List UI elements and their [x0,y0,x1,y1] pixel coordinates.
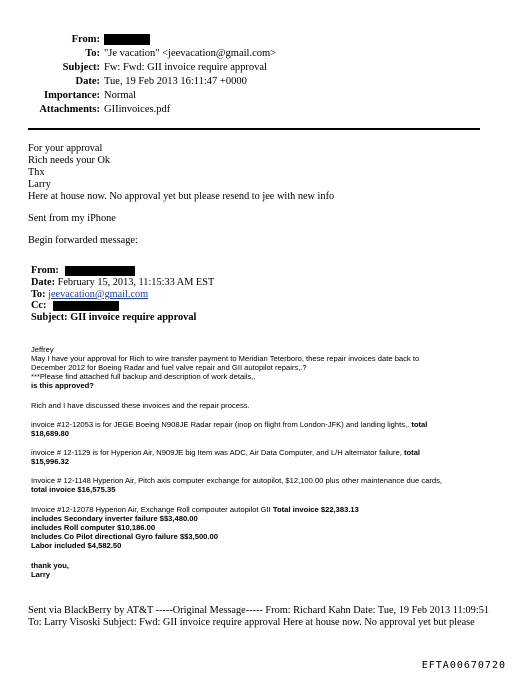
header-to-value: "Je vacation" <jeevacation@gmail.com> [104,48,277,59]
redaction-block [104,34,150,45]
fwd-subject-label: Subject: [31,312,68,323]
fwd-from-label: From: [31,265,59,276]
message-line: is this approved? [31,381,94,390]
header-attachments-value: GIIinvoices.pdf [104,104,171,115]
invoice-1-total: $18,689.80 [31,429,70,438]
header-subject-row [0,61,512,75]
fwd-to-row [31,289,148,300]
header-attachments-label: Attachments: [39,104,100,115]
header-from-label: From: [71,34,100,45]
header-divider [28,128,480,130]
invoice-4-text: Invoice #12-12078 Hyperion Air, Exchange Roll compouter autopilot GII [31,505,271,514]
invoice-1-line [31,420,427,430]
header-date-label: Date: [75,76,100,87]
invoice-4-item: Labor included $4,582.50 [31,541,122,550]
body-line: Rich needs your Ok [28,155,111,166]
header-subject-label: Subject: [62,62,100,73]
header-date-value: Tue, 19 Feb 2013 16:11:47 +0000 [104,76,247,87]
fwd-date-value: February 15, 2013, 11:15:33 AM EST [57,277,215,288]
invoice-4-item: Includes Co Pilot directional Gyro failure $$3,500.00 [31,532,218,541]
footer-line: To: Larry Visoski Subject: Fwd: GII invoice require approval Here at house now. No approval yet but please [28,617,475,628]
invoice-2-text: invoice # 12-1129 is for Hyperion Air, N909JE big Item was ADC, Air Data Computer, and L/H alternator failure, [31,448,402,457]
footer-line: Sent via BlackBerry by AT&T -----Original Message----- From: Richard Kahn Date: Tue, 19 Feb 2013 11:09:51 [28,605,489,616]
header-to-row [0,47,512,61]
fwd-cc-row [31,300,119,311]
invoice-2-total: $15,996.32 [31,457,70,466]
fwd-to-email-link[interactable]: jeevacation@gmail.com [48,289,149,300]
invoice-3-line: Invoice # 12-1148 Hyperion Air, Pitch axis computer exchange for autopilot, $12,100.00 plus other maintenance due cards, [31,476,443,485]
invoice-1-text: invoice #12-12053 is for JEGE Boeing N908JE Radar repair (inop on flight from London-JFK) and landing lights,. [31,420,410,429]
header-from-row [0,33,512,47]
document-stamp: EFTA00670720 [421,660,506,671]
begin-forwarded-line: Begin forwarded message: [28,235,138,246]
invoice-1-total-label: total [411,420,428,429]
message-line: ***Please find attached full backup and description of work details,. [31,372,256,381]
fwd-subject-row [31,312,196,323]
sent-from-line: Sent from my iPhone [28,213,116,224]
invoice-2-line [31,448,420,458]
fwd-date-row [31,277,214,288]
body-line: Here at house now. No approval yet but please resend to jee with new info [28,191,335,202]
message-line: May I have your approval for Rich to wire transfer payment to Meridian Teterboro, these repair invoices date back to [31,354,420,363]
message-line: December 2012 for Boeing Radar and fuel valve repair and GII autopilot repairs,.? [31,363,307,372]
fwd-to-label: To: [31,289,46,300]
invoice-4-item: includes Secondary inverter failure $$3,480.00 [31,514,198,523]
header-importance-row [0,89,512,103]
message-signature: Larry [31,570,50,579]
invoice-3-total: total invoice $16,575.35 [31,485,116,494]
body-line: Thx [28,167,45,178]
invoice-4-item: includes Roll computer $10,186.00 [31,523,156,532]
header-subject-value: Fw: Fwd: GII invoice require approval [104,62,268,73]
fwd-from-row [31,265,135,276]
header-from-value [104,33,150,47]
body-line: Larry [28,179,51,190]
fwd-subject-value: GII invoice require approval [70,312,197,323]
header-attachments-row [0,103,512,117]
fwd-date-label: Date: [31,277,56,288]
header-importance-label: Importance: [44,90,100,101]
redaction-block [53,301,119,311]
message-line: Rich and I have discussed these invoices and the repair process. [31,401,250,410]
header-date-row [0,75,512,89]
header-importance-value: Normal [104,90,137,101]
redaction-block [65,266,135,276]
message-greeting: Jeffrey [31,345,54,354]
invoice-4-total: Total invoice $22,383.13 [272,505,359,514]
body-line: For your approval [28,143,103,154]
invoice-2-total-label: total [404,448,421,457]
message-thanks: thank you, [31,561,69,570]
header-to-label: To: [85,48,100,59]
fwd-cc-label: Cc: [31,300,47,311]
